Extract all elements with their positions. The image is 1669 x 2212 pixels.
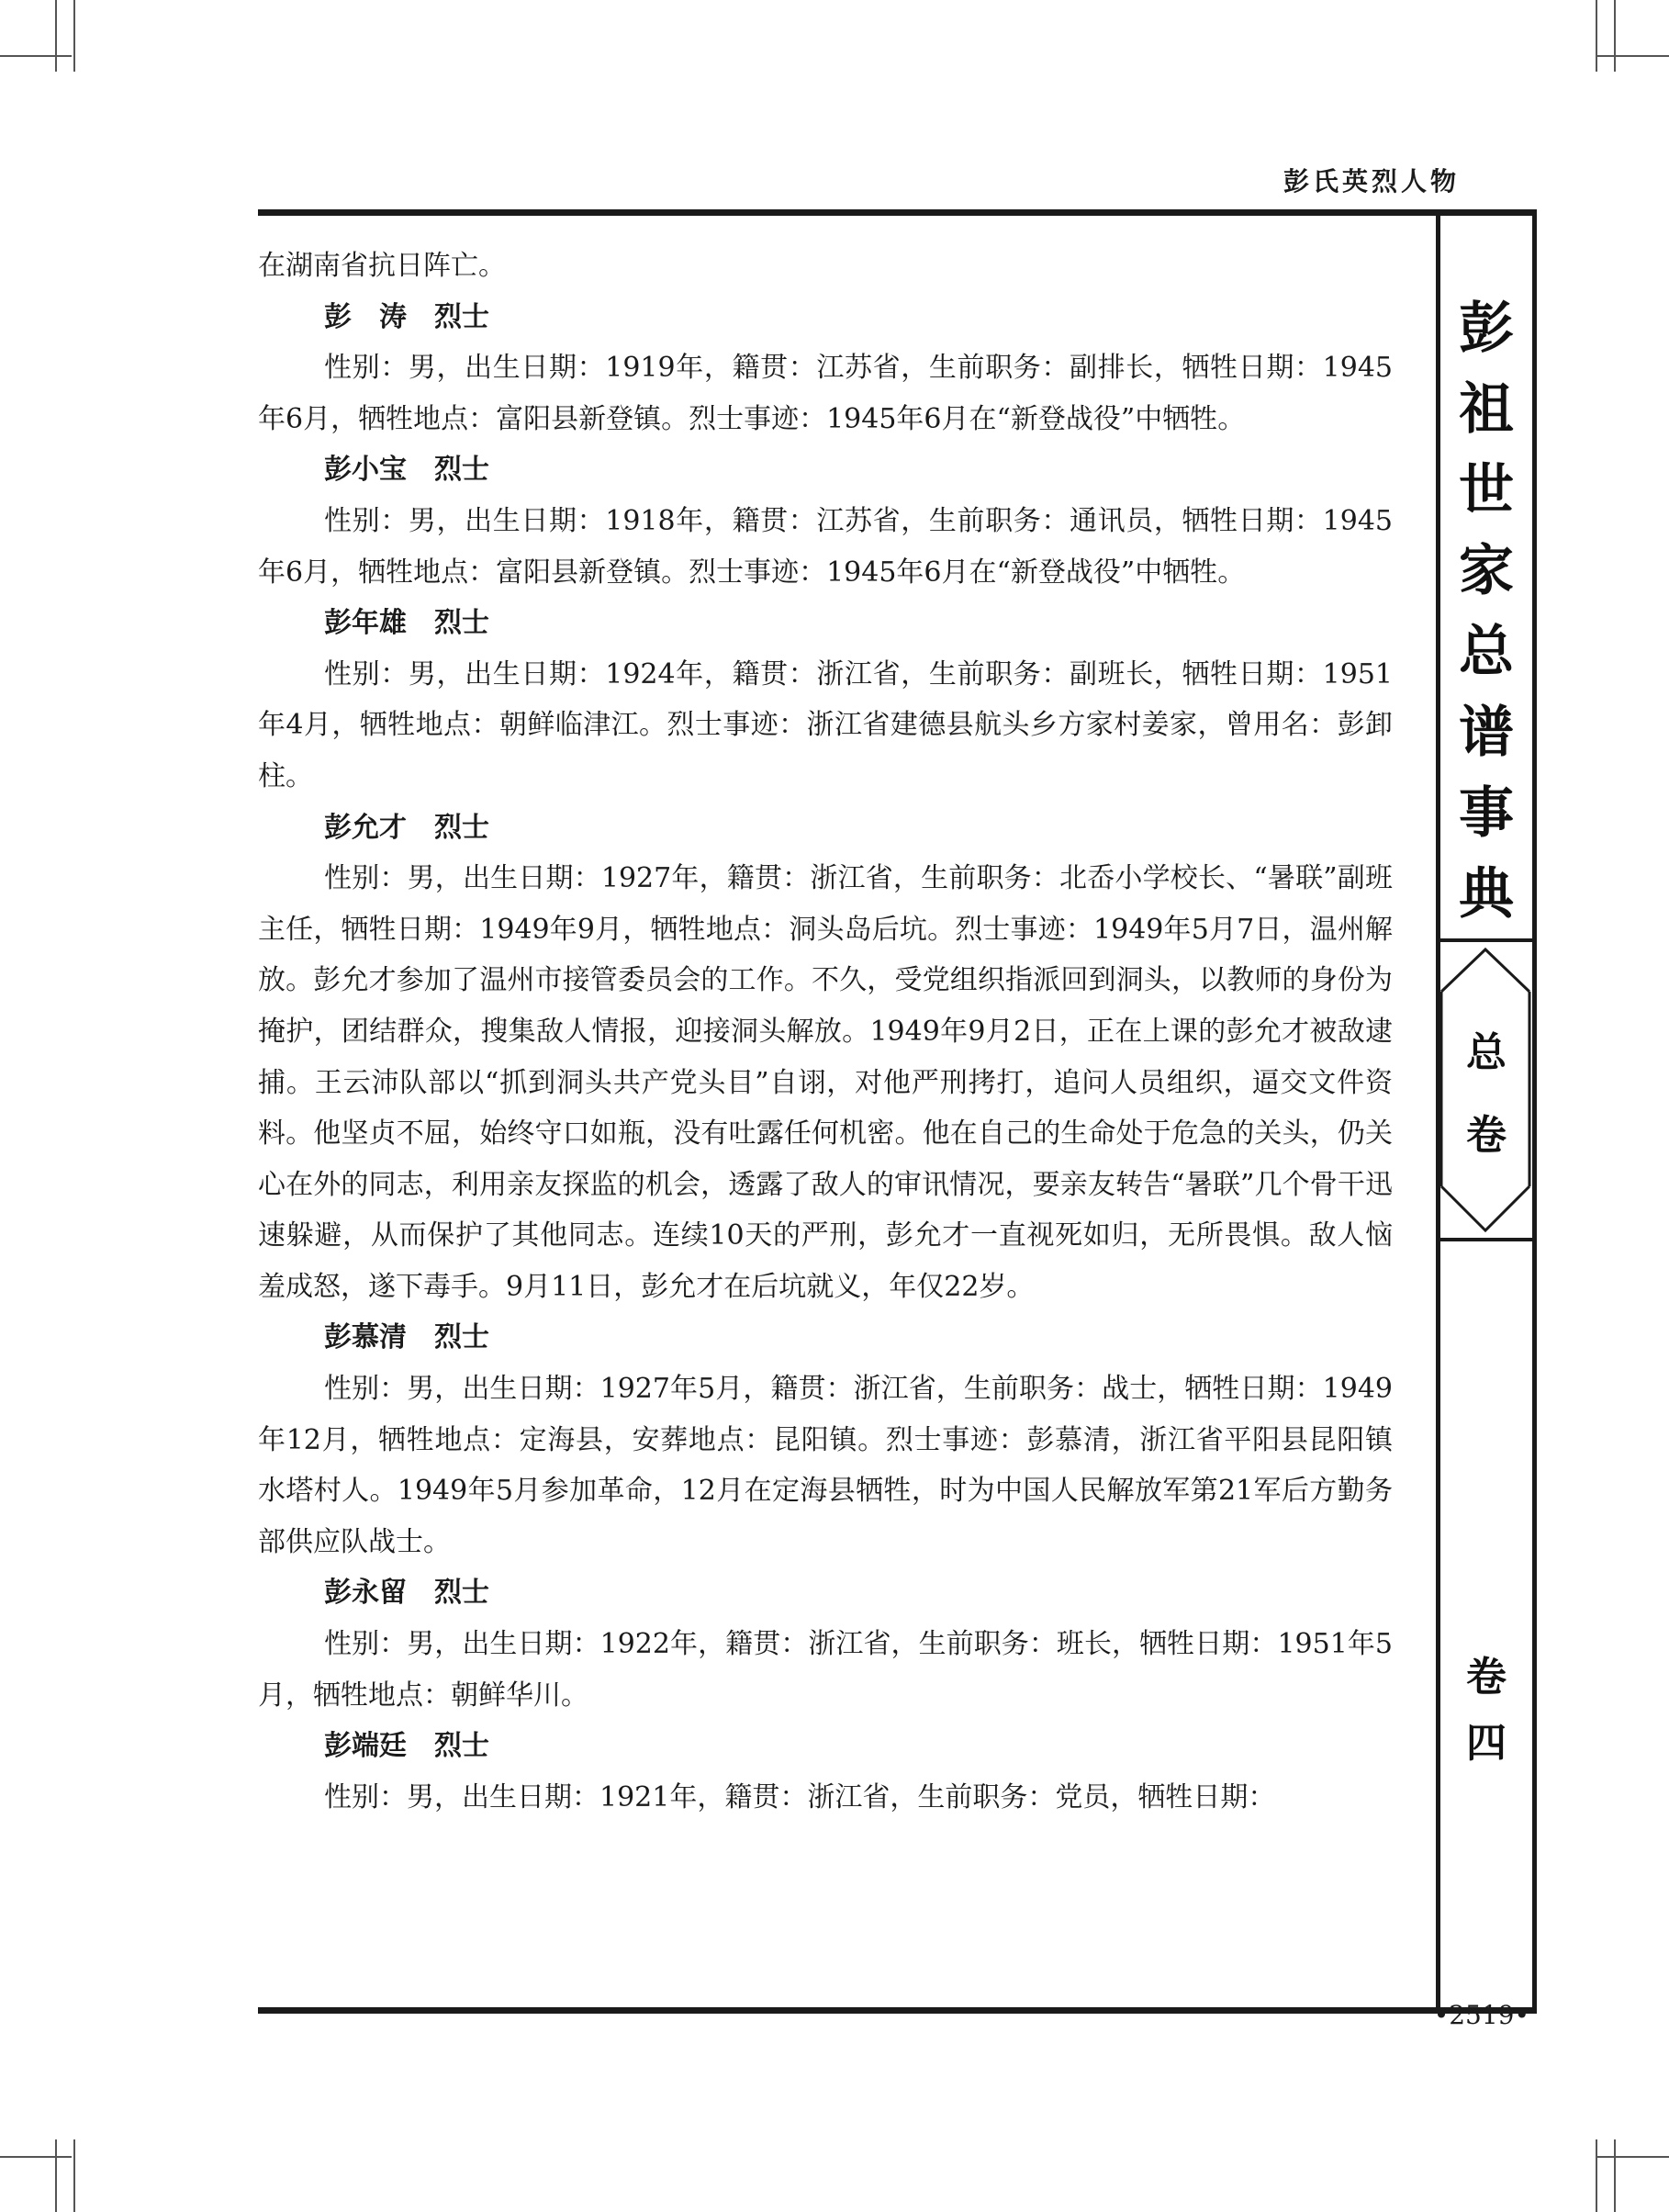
book-title-char: 总 — [1459, 620, 1514, 684]
martyr-name: 彭小宝 烈士 — [324, 454, 489, 487]
paragraph: 性别：男，出生日期：1918年，籍贯：江苏省，生前职务：通讯员，牺牲日期：1945年6月，牺牲地点：富阳县新登镇。烈士事迹：1945年6月在“新登战役”中牺牲。 — [258, 504, 1393, 589]
top-rule — [258, 209, 1537, 216]
running-header-title: 彭氏英烈人物 — [1283, 166, 1460, 196]
book-title-char: 典 — [1459, 862, 1514, 926]
crop-mark — [1596, 2139, 1597, 2212]
volume-char: 总 — [1466, 1029, 1507, 1076]
crop-mark — [1597, 2156, 1669, 2158]
paragraph: 性别：男，出生日期：1919年，籍贯：江苏省，生前职务：副排长，牺牲日期：1945年6月，牺牲地点：富阳县新登镇。烈士事迹：1945年6月在“新登战役”中牺牲。 — [258, 352, 1393, 435]
body-text — [258, 241, 1393, 1823]
paragraph: 性别：男，出生日期：1927年，籍贯：浙江省，生前职务：北岙小学校长、“暑联”副班主任，牺牲日期：1949年9月，牺牲地点：洞头岛后坑。烈士事迹：1949年5月7日，温州解放。彭允才参加了温州市接管委员会的工作。不久，受党组织指派回到洞头，以教师的身份为掩护，团结群众，搜集敌人情报，迎接洞头解放。1949年9月2日，正在上课的彭允才被敌逮捕。王云沛队部以“抓到洞头共产党头目”自诩，对他严刑拷打，追问人员组织，逼交文件资料。他坚贞不屈，始终守口如瓶，没有吐露任何机密。他在自己的生命处于危急的关头，仍关心在外的同志，利用亲友探监的机会，透露了敌人的审讯情况，要亲友转告“暑联”几个骨干迅速躲避，从而保护了其他同志。连续10天的严刑，彭允才一直视死如归，无所畏惧。敌人恼羞成怒，遂下毒手。9月11日，彭允才在后坑就义，年仅22岁。 — [258, 862, 1393, 1303]
martyr-name: 彭端廷 烈士 — [324, 1730, 489, 1763]
book-title-char: 家 — [1459, 539, 1514, 603]
page-number: •2519• — [1433, 2000, 1529, 2030]
part-char: 卷 — [1466, 1654, 1507, 1701]
bottom-rule — [258, 2007, 1537, 2014]
crop-mark — [73, 2139, 75, 2212]
paragraph: 性别：男，出生日期：1927年5月，籍贯：浙江省，生前职务：战士，牺牲日期：1949年12月，牺牲地点：定海县，安葬地点：昆阳镇。烈士事迹：彭慕清，浙江省平阳县昆阳镇水塔村人。1949年5月参加革命，12月在定海县牺牲，时为中国人民解放军第21军后方勤务部供应队战士。 — [258, 1373, 1393, 1558]
crop-mark — [55, 0, 57, 72]
sidebar-ornament — [1438, 938, 1535, 1241]
martyr-name: 彭允才 烈士 — [324, 811, 489, 844]
crop-mark — [0, 55, 72, 57]
part-char: 四 — [1466, 1720, 1507, 1767]
book-title-char: 事 — [1459, 781, 1514, 846]
book-title-char: 谱 — [1459, 701, 1514, 765]
volume-char: 卷 — [1466, 1112, 1507, 1159]
paragraph: 在湖南省抗日阵亡。 — [258, 250, 506, 282]
martyr-name: 彭永留 烈士 — [324, 1577, 489, 1610]
paragraph: 性别：男，出生日期：1922年，籍贯：浙江省，生前职务：班长，牺牲日期：1951年5月，牺牲地点：朝鲜华川。 — [258, 1628, 1393, 1712]
book-title-char: 世 — [1459, 458, 1514, 522]
book-title-char: 彭 — [1459, 297, 1514, 361]
paragraph: 性别：男，出生日期：1921年，籍贯：浙江省，生前职务：党员，牺牲日期： — [324, 1780, 1276, 1813]
crop-mark — [55, 2139, 57, 2212]
martyr-name: 彭慕清 烈士 — [324, 1321, 489, 1354]
crop-mark — [0, 2156, 72, 2158]
crop-mark — [1597, 55, 1669, 57]
book-title-char: 祖 — [1459, 377, 1514, 442]
martyr-name: 彭 涛 烈士 — [324, 300, 489, 333]
crop-mark — [1614, 2139, 1616, 2212]
crop-mark — [1614, 0, 1616, 72]
martyr-name: 彭年雄 烈士 — [324, 607, 489, 640]
paragraph: 性别：男，出生日期：1924年，籍贯：浙江省，生前职务：副班长，牺牲日期：1951年4月，牺牲地点：朝鲜临津江。烈士事迹：浙江省建德县航头乡方家村姜家，曾用名：彭卸柱。 — [258, 657, 1393, 792]
crop-mark — [73, 0, 75, 72]
crop-mark — [1596, 0, 1597, 72]
